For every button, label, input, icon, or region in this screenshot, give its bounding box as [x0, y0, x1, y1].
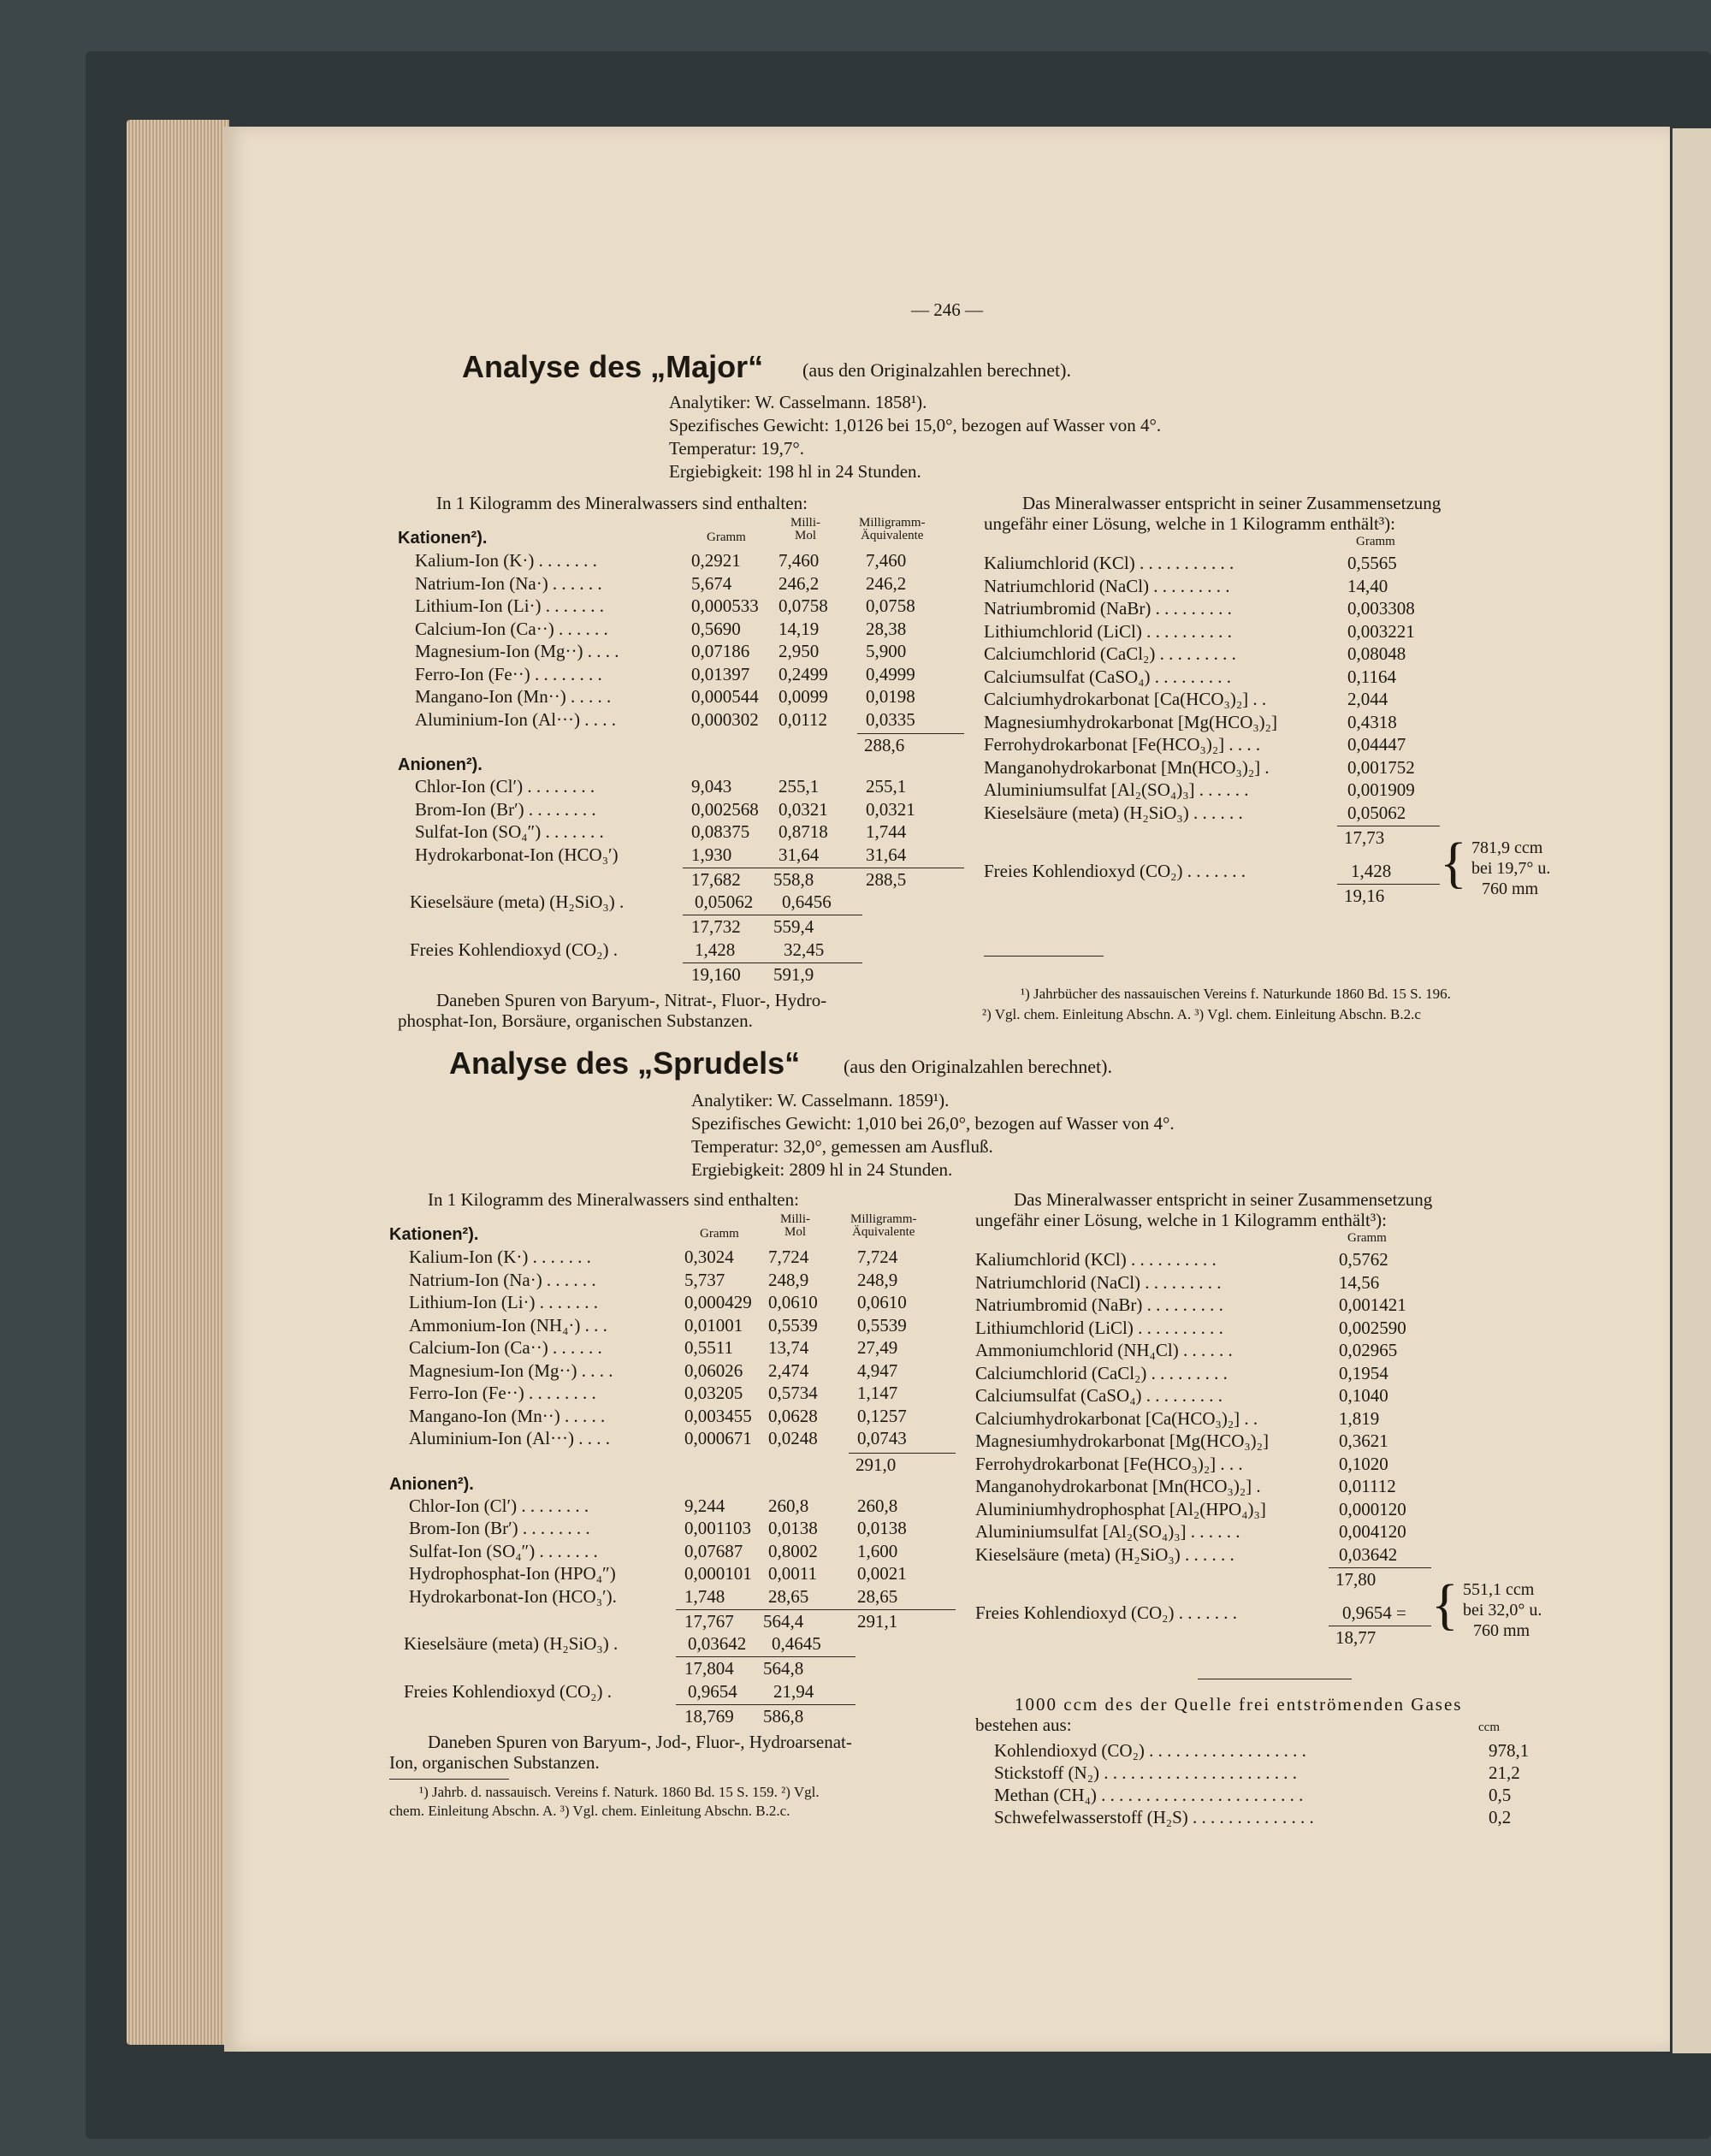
sprudel-kation-mmol: 0,5734 — [768, 1383, 818, 1403]
sprudel-info-line: Ergiebigkeit: 2809 hl in 24 Stunden. — [691, 1159, 953, 1180]
major-kation-name: Magnesium-Ion (Mg··) . . . . — [415, 641, 619, 661]
sprudel-daneben-line: Daneben Spuren von Baryum-, Jod-, Fluor-, Hydroarsenat- — [428, 1732, 852, 1752]
major-title: Analyse des „Major“ — [462, 349, 764, 384]
major-right-co2-name: Freies Kohlendioxyd (CO₂) . . . . . . . — [984, 861, 1246, 881]
sprudel-salt-gramm: 0,1040 — [1339, 1385, 1388, 1406]
sprudel-kation-mmol: 0,0610 — [768, 1292, 818, 1312]
sprudel-intro: In 1 Kilogramm des Mineralwassers sind enthalten: — [428, 1189, 799, 1210]
major-col-mval: Milligramm- Äquivalente — [859, 516, 926, 542]
major-salt-name: Calciumchlorid (CaCl₂) . . . . . . . . . — [984, 643, 1236, 664]
major-kation-gramm: 0,000533 — [691, 595, 759, 616]
sprudel-kationen-label: Kationen²). — [389, 1225, 479, 1244]
sprudel-info-line: Analytiker: W. Casselmann. 1859¹). — [691, 1090, 950, 1111]
sprudel-kation-gramm: 0,3024 — [684, 1247, 734, 1267]
sprudel-brace-line: bei 32,0° u. — [1463, 1601, 1542, 1620]
major-kation-gramm: 0,01397 — [691, 663, 750, 684]
major-kation-name: Ferro-Ion (Fe··) . . . . . . . . — [415, 663, 602, 684]
sprudel-kation-mval: 1,147 — [857, 1383, 898, 1403]
major-kation-mval: 28,38 — [866, 618, 907, 639]
major-co2-name: Freies Kohlendioxyd (CO₂) . — [410, 939, 618, 960]
major-anion-mmol: 0,8718 — [779, 821, 828, 842]
major-co2-mmol: 32,45 — [784, 939, 825, 960]
major-footnote-rule — [984, 956, 1104, 957]
major-kation-gramm: 0,000302 — [691, 708, 759, 730]
major-anion-mmol: 0,0321 — [779, 798, 828, 820]
sprudel-anion-name: Hydrophosphat-Ion (HPO₄″) — [409, 1563, 616, 1584]
sprudel-co2-name: Freies Kohlendioxyd (CO₂) . — [404, 1681, 612, 1702]
sprudel-kationen-rule — [849, 1453, 956, 1454]
sprudel-anion-mval: 0,0138 — [857, 1518, 907, 1538]
major-salt-name: Natriumbromid (NaBr) . . . . . . . . . — [984, 598, 1232, 619]
sprudel-right-col-gramm: Gramm — [1347, 1231, 1387, 1245]
sprudel-salt-name: Manganohydrokarbonat [Mn(HCO₃)₂] . — [975, 1476, 1261, 1496]
major-kation-name: Calcium-Ion (Ca··) . . . . . . — [415, 618, 608, 639]
major-kation-gramm: 5,674 — [691, 572, 732, 594]
major-salt-name: Aluminiumsulfat [Al₂(SO₄)₃] . . . . . . — [984, 779, 1249, 800]
sprudel-salt-gramm: 1,819 — [1339, 1407, 1380, 1429]
sprudel-gas-value: 21,2 — [1489, 1762, 1520, 1783]
major-sum3-rule — [683, 962, 862, 963]
sprudel-kation-mval: 0,5539 — [857, 1314, 907, 1336]
sprudel-kation-name: Lithium-Ion (Li·) . . . . . . . — [409, 1292, 599, 1312]
major-salt-gramm: 0,08048 — [1347, 643, 1406, 664]
major-kation-mmol: 0,0112 — [779, 708, 827, 730]
major-salt-gramm: 0,003221 — [1347, 620, 1415, 642]
sprudel-anion-mval: 1,600 — [857, 1540, 898, 1561]
sprudel-salt-name: Aluminiumhydrophosphat [Al₂(HPO₄)₃] — [975, 1498, 1266, 1519]
major-right-intro-line: Das Mineralwasser entspricht in seiner Zusammensetzung — [1022, 493, 1442, 513]
sprudel-salt-gramm: 0,3621 — [1339, 1430, 1388, 1451]
major-anion-gramm: 1,930 — [691, 844, 732, 865]
sprudel-anion-mmol: 0,8002 — [768, 1540, 818, 1561]
major-right-co2-gramm: 1,428 — [1351, 861, 1392, 881]
major-kation-mval: 0,4999 — [866, 663, 915, 684]
major-brace: { — [1440, 832, 1467, 894]
sprudel-salt-gramm: 0,1954 — [1339, 1362, 1388, 1383]
major-salt-gramm: 0,001752 — [1347, 756, 1415, 778]
sprudel-sum1-rule — [676, 1609, 956, 1610]
sprudel-gas-value: 0,2 — [1489, 1807, 1512, 1827]
major-salt-gramm: 14,40 — [1347, 575, 1388, 596]
major-kation-mmol: 0,0099 — [779, 686, 828, 707]
facing-page-edge — [1673, 128, 1711, 2053]
sprudel-salt-name: Calciumsulfat (CaSO₄) . . . . . . . . . — [975, 1385, 1223, 1406]
major-anion-mval: 1,744 — [866, 821, 907, 842]
sprudel-salt-gramm: 14,56 — [1339, 1271, 1380, 1293]
sprudel-kation-gramm: 0,5511 — [684, 1337, 733, 1358]
major-info-line: Temperatur: 19,7°. — [669, 438, 804, 459]
major-anion-mval: 255,1 — [866, 776, 907, 797]
sprudel-anion-mmol: 260,8 — [768, 1495, 809, 1516]
major-co2-gramm: 1,428 — [695, 939, 736, 960]
sprudel-daneben-line: Ion, organischen Substanzen. — [389, 1752, 600, 1773]
sprudel-kation-gramm: 0,06026 — [684, 1359, 743, 1381]
sprudel-sum1-gramm: 17,767 — [684, 1611, 734, 1632]
major-info-line: Spezifisches Gewicht: 1,0126 bei 15,0°, bezogen auf Wasser von 4°. — [669, 415, 1162, 435]
major-right-col-gramm: Gramm — [1356, 535, 1395, 548]
major-salt-name: Calciumhydrokarbonat [Ca(HCO₃)₂] . . — [984, 689, 1267, 709]
sprudel-salt-name: Natriumchlorid (NaCl) . . . . . . . . . — [975, 1271, 1222, 1293]
sprudel-anion-gramm: 9,244 — [684, 1495, 725, 1516]
major-sum3-gramm: 19,160 — [691, 964, 741, 985]
sprudel-footnote-rule — [389, 1779, 509, 1780]
sprudel-kation-name: Natrium-Ion (Na·) . . . . . . — [409, 1269, 596, 1290]
major-right-total: 19,16 — [1344, 886, 1385, 906]
sprudel-kation-name: Magnesium-Ion (Mg··) . . . . — [409, 1359, 613, 1381]
sprudel-anion-name: Chlor-Ion (Cl′) . . . . . . . . — [409, 1495, 589, 1516]
major-kation-mval: 7,460 — [866, 550, 907, 571]
major-anion-gramm: 0,002568 — [691, 798, 759, 820]
major-anionen-label: Anionen²). — [398, 755, 483, 774]
major-kation-mval: 0,0198 — [866, 686, 915, 707]
major-sum1-gramm: 17,682 — [691, 869, 741, 890]
major-kation-mval: 0,0758 — [866, 595, 915, 616]
major-salt-gramm: 0,04447 — [1347, 734, 1406, 755]
sprudel-anion-name: Hydrokarbonat-Ion (HCO₃′). — [409, 1585, 617, 1607]
major-anion-mmol: 255,1 — [779, 776, 820, 797]
sprudel-salt-name: Ferrohydrokarbonat [Fe(HCO₃)₂] . . . — [975, 1453, 1243, 1474]
major-salt-name: Kieselsäure (meta) (H₂SiO₃) . . . . . . — [984, 802, 1243, 823]
sprudel-salt-name: Lithiumchlorid (LiCl) . . . . . . . . . . — [975, 1317, 1223, 1338]
major-kation-gramm: 0,000544 — [691, 686, 759, 707]
sprudel-gas-intro-line: 1000 ccm des der Quelle frei entströmenden Gases — [1015, 1694, 1463, 1715]
sprudel-kation-name: Calcium-Ion (Ca··) . . . . . . — [409, 1337, 602, 1358]
sprudel-salt-gramm: 0,002590 — [1339, 1317, 1406, 1338]
sprudel-right-intro-line: Das Mineralwasser entspricht in seiner Zusammensetzung — [1014, 1189, 1433, 1210]
sprudel-gas-name: Schwefelwasserstoff (H₂S) . . . . . . . . . . . . . . — [994, 1807, 1314, 1827]
major-sum1-mmol: 558,8 — [773, 869, 814, 890]
sprudel-salt-name: Ammoniumchlorid (NH₄Cl) . . . . . . — [975, 1340, 1233, 1360]
sprudel-sum2-rule — [676, 1656, 856, 1657]
major-kation-mval: 246,2 — [866, 572, 907, 594]
major-salt-name: Kaliumchlorid (KCl) . . . . . . . . . . . — [984, 553, 1234, 573]
sprudel-salt-gramm: 0,01112 — [1339, 1476, 1396, 1496]
sprudel-anion-mmol: 28,65 — [768, 1585, 809, 1607]
major-daneben-line: phosphat-Ion, Borsäure, organischen Substanzen. — [398, 1010, 753, 1031]
major-kation-mmol: 2,950 — [779, 641, 820, 661]
sprudel-anion-mval: 0,0021 — [857, 1563, 907, 1584]
major-kation-mmol: 0,2499 — [779, 663, 828, 684]
sprudel-salt-name: Calciumchlorid (CaCl₂) . . . . . . . . . — [975, 1362, 1228, 1383]
sprudel-kation-name: Aluminium-Ion (Al···) . . . . — [409, 1428, 611, 1448]
sprudel-anion-mval: 28,65 — [857, 1585, 898, 1607]
sprudel-right-co2-gramm: 0,9654 = — [1342, 1602, 1406, 1623]
major-salt-gramm: 0,4318 — [1347, 711, 1397, 732]
major-sum1-mval: 288,5 — [866, 869, 907, 890]
major-anion-gramm: 0,08375 — [691, 821, 750, 842]
major-info-line: Ergiebigkeit: 198 hl in 24 Stunden. — [669, 461, 921, 482]
sprudel-brace-line: 760 mm — [1473, 1621, 1530, 1640]
major-kiesel-gramm: 0,05062 — [695, 891, 754, 912]
major-salt-gramm: 0,5565 — [1347, 553, 1397, 573]
sprudel-salts-sum: 17,80 — [1335, 1569, 1376, 1590]
sprudel-kation-gramm: 0,01001 — [684, 1314, 743, 1336]
major-kationen-sum: 288,6 — [864, 735, 905, 755]
major-anion-name: Sulfat-Ion (SO₄″) . . . . . . . — [415, 821, 604, 842]
sprudel-gas-name: Methan (CH₄) . . . . . . . . . . . . . . . . . . . . . . . — [994, 1785, 1304, 1805]
sprudel-salt-gramm: 0,02965 — [1339, 1340, 1398, 1360]
sprudel-sum1-mval: 291,1 — [857, 1611, 898, 1632]
major-kation-mval: 0,0335 — [866, 708, 915, 730]
sprudel-salt-name: Kieselsäure (meta) (H₂SiO₃) . . . . . . — [975, 1543, 1234, 1565]
sprudel-kation-gramm: 0,000671 — [684, 1428, 752, 1448]
major-kation-mval: 5,900 — [866, 641, 907, 661]
sprudel-sum1-mmol: 564,4 — [763, 1611, 804, 1632]
page-edges — [127, 120, 229, 2045]
sprudel-gas-value: 0,5 — [1489, 1785, 1512, 1805]
sprudel-salt-gramm: 0,5762 — [1339, 1249, 1388, 1270]
major-kation-name: Lithium-Ion (Li·) . . . . . . . — [415, 595, 605, 616]
sprudel-kation-name: Ammonium-Ion (NH₄·) . . . — [409, 1314, 607, 1336]
sprudel-kiesel-gramm: 0,03642 — [688, 1633, 747, 1654]
sprudel-kation-mmol: 0,5539 — [768, 1314, 818, 1336]
sprudel-kation-mval: 27,49 — [857, 1337, 898, 1358]
sprudel-kation-mmol: 248,9 — [768, 1269, 809, 1290]
major-kationen-label: Kationen²). — [398, 529, 488, 548]
sprudel-anion-name: Brom-Ion (Br′) . . . . . . . . — [409, 1518, 590, 1538]
major-col-mmol: Milli- Mol — [790, 516, 821, 542]
major-kationen-rule — [857, 733, 964, 734]
major-anion-mmol: 31,64 — [779, 844, 820, 865]
sprudel-footnote: chem. Einleitung Abschn. A. ³) Vgl. chem. Einleitung Abschn. B.2.c. — [389, 1803, 790, 1819]
sprudel-anion-mmol: 0,0138 — [768, 1518, 818, 1538]
major-footnote: ²) Vgl. chem. Einleitung Abschn. A. ³) Vgl. chem. Einleitung Abschn. B.2.c — [982, 1006, 1421, 1022]
sprudel-salt-name: Magnesiumhydrokarbonat [Mg(HCO₃)₂] — [975, 1430, 1269, 1451]
major-footnote: ¹) Jahrbücher des nassauischen Vereins f. Naturkunde 1860 Bd. 15 S. 196. — [1021, 986, 1451, 1002]
sprudel-anion-gramm: 0,001103 — [684, 1518, 751, 1538]
major-kation-name: Mangano-Ion (Mn··) . . . . . — [415, 686, 612, 707]
major-anion-mval: 0,0321 — [866, 798, 915, 820]
sprudel-gas-name: Stickstoff (N₂) . . . . . . . . . . . . . . . . . . . . . . — [994, 1762, 1298, 1783]
sprudel-brace: { — [1431, 1573, 1459, 1636]
sprudel-anionen-label: Anionen²). — [389, 1474, 474, 1494]
major-kation-name: Kalium-Ion (K·) . . . . . . . — [415, 550, 597, 571]
sprudel-kation-mval: 248,9 — [857, 1269, 898, 1290]
sprudel-salt-name: Aluminiumsulfat [Al₂(SO₄)₃] . . . . . . — [975, 1521, 1240, 1542]
sprudel-info-line: Temperatur: 32,0°, gemessen am Ausfluß. — [691, 1136, 993, 1157]
sprudel-kation-mval: 7,724 — [857, 1247, 898, 1267]
sprudel-anion-mmol: 0,0011 — [768, 1563, 817, 1584]
major-anion-name: Brom-Ion (Br′) . . . . . . . . — [415, 798, 596, 820]
sprudel-kation-gramm: 0,03205 — [684, 1383, 743, 1403]
sprudel-salt-gramm: 0,000120 — [1339, 1498, 1406, 1519]
sprudel-kation-name: Mangano-Ion (Mn··) . . . . . — [409, 1405, 606, 1426]
sprudel-gas-name: Kohlendioxyd (CO₂) . . . . . . . . . . . . . . . . . . — [994, 1740, 1306, 1761]
sprudel-brace-line: 551,1 ccm — [1463, 1580, 1535, 1599]
sprudel-kation-mmol: 7,724 — [768, 1247, 809, 1267]
sprudel-anion-mval: 260,8 — [857, 1495, 898, 1516]
sprudel-kiesel-mmol: 0,4645 — [772, 1633, 821, 1654]
major-intro: In 1 Kilogramm des Mineralwassers sind enthalten: — [436, 493, 808, 513]
major-salt-gramm: 0,001909 — [1347, 779, 1415, 800]
major-anion-name: Chlor-Ion (Cl′) . . . . . . . . — [415, 776, 595, 797]
major-title-note: (aus den Originalzahlen berechnet). — [802, 359, 1071, 381]
sprudel-salt-gramm: 0,004120 — [1339, 1521, 1406, 1542]
sprudel-anion-gramm: 1,748 — [684, 1585, 725, 1607]
major-salt-gramm: 0,05062 — [1347, 802, 1406, 823]
major-salt-name: Manganohydrokarbonat [Mn(HCO₃)₂] . — [984, 756, 1270, 778]
sprudel-salt-name: Calciumhydrokarbonat [Ca(HCO₃)₂] . . — [975, 1407, 1258, 1429]
sprudel-kation-mmol: 2,474 — [768, 1359, 809, 1381]
major-info-line: Analytiker: W. Casselmann. 1858¹). — [669, 392, 927, 412]
sprudel-kation-name: Kalium-Ion (K·) . . . . . . . — [409, 1247, 591, 1267]
sprudel-kation-mval: 4,947 — [857, 1359, 898, 1381]
sprudel-kation-mval: 0,1257 — [857, 1405, 907, 1426]
sprudel-co2-gramm: 0,9654 — [688, 1681, 737, 1702]
sprudel-col-gramm: Gramm — [700, 1227, 739, 1241]
major-kiesel-mmol: 0,6456 — [782, 891, 832, 912]
sprudel-salt-gramm: 0,1020 — [1339, 1453, 1388, 1474]
page-number: — 246 — — [911, 299, 983, 320]
major-kiesel-name: Kieselsäure (meta) (H₂SiO₃) . — [410, 891, 625, 912]
sprudel-kation-name: Ferro-Ion (Fe··) . . . . . . . . — [409, 1383, 596, 1403]
sprudel-kation-gramm: 0,003455 — [684, 1405, 752, 1426]
major-salt-name: Natriumchlorid (NaCl) . . . . . . . . . — [984, 575, 1230, 596]
major-right-intro-line: ungefähr einer Lösung, welche in 1 Kilogramm enthält³): — [984, 513, 1395, 534]
major-salts-sum: 17,73 — [1344, 827, 1385, 848]
major-right-total-rule — [1337, 884, 1440, 885]
major-salt-name: Magnesiumhydrokarbonat [Mg(HCO₃)₂] — [984, 711, 1277, 732]
major-brace-line: bei 19,7° u. — [1471, 859, 1551, 878]
major-kation-gramm: 0,07186 — [691, 641, 750, 661]
sprudel-kation-mval: 0,0743 — [857, 1428, 907, 1448]
sprudel-kation-mmol: 0,0628 — [768, 1405, 818, 1426]
sprudel-gas-value: 978,1 — [1489, 1740, 1530, 1761]
major-salt-name: Lithiumchlorid (LiCl) . . . . . . . . . . — [984, 620, 1232, 642]
major-kation-mmol: 7,460 — [779, 550, 820, 571]
major-sum2-mmol: 559,4 — [773, 916, 814, 937]
sprudel-salts-rule — [1329, 1567, 1431, 1568]
major-kation-mmol: 246,2 — [779, 572, 820, 594]
sprudel-col-mmol: Milli- Mol — [780, 1212, 811, 1239]
sprudel-right-total: 18,77 — [1335, 1627, 1376, 1648]
major-col-gramm: Gramm — [707, 530, 746, 544]
sprudel-col-mval: Milligramm- Äquivalente — [850, 1212, 917, 1239]
sprudel-kation-gramm: 5,737 — [684, 1269, 725, 1290]
sprudel-salt-gramm: 0,001421 — [1339, 1294, 1406, 1315]
major-brace-line: 781,9 ccm — [1471, 838, 1543, 857]
sprudel-sum3-rule — [676, 1704, 856, 1705]
sprudel-right-intro-line: ungefähr einer Lösung, welche in 1 Kilogramm enthält³): — [975, 1210, 1387, 1230]
sprudel-title: Analyse des „Sprudels“ — [449, 1045, 801, 1081]
sprudel-footnote: ¹) Jahrb. d. nassauisch. Vereins f. Naturk. 1860 Bd. 15 S. 159. ²) Vgl. — [419, 1784, 820, 1800]
major-kation-name: Natrium-Ion (Na·) . . . . . . — [415, 572, 602, 594]
sprudel-salt-gramm: 0,03642 — [1339, 1543, 1398, 1565]
major-salt-name: Ferrohydrokarbonat [Fe(HCO₃)₂] . . . . — [984, 734, 1261, 755]
major-sum3-mmol: 591,9 — [773, 964, 814, 985]
sprudel-kation-mmol: 0,0248 — [768, 1428, 818, 1448]
sprudel-sum2-mmol: 564,8 — [763, 1658, 804, 1679]
sprudel-salt-name: Kaliumchlorid (KCl) . . . . . . . . . . — [975, 1249, 1217, 1270]
sprudel-sum2-gramm: 17,804 — [684, 1658, 734, 1679]
sprudel-gas-intro-line: bestehen aus: — [975, 1715, 1072, 1735]
sprudel-sum3-mmol: 586,8 — [763, 1706, 804, 1727]
sprudel-info-line: Spezifisches Gewicht: 1,010 bei 26,0°, bezogen auf Wasser von 4°. — [691, 1113, 1175, 1134]
major-kation-gramm: 0,2921 — [691, 550, 741, 571]
sprudel-kiesel-name: Kieselsäure (meta) (H₂SiO₃) . — [404, 1633, 619, 1654]
sprudel-anion-gramm: 0,07687 — [684, 1540, 743, 1561]
sprudel-gas-col: ccm — [1478, 1721, 1500, 1734]
sprudel-anion-name: Sulfat-Ion (SO₄″) . . . . . . . — [409, 1540, 598, 1561]
sprudel-kation-mval: 0,0610 — [857, 1292, 907, 1312]
major-kation-gramm: 0,5690 — [691, 618, 741, 639]
major-kation-mmol: 0,0758 — [779, 595, 828, 616]
sprudel-salt-name: Natriumbromid (NaBr) . . . . . . . . . — [975, 1294, 1223, 1315]
major-brace-line: 760 mm — [1482, 880, 1539, 898]
major-anion-mval: 31,64 — [866, 844, 907, 865]
major-salt-gramm: 2,044 — [1347, 689, 1388, 709]
sprudel-anion-gramm: 0,000101 — [684, 1563, 752, 1584]
sprudel-kation-gramm: 0,000429 — [684, 1292, 752, 1312]
sprudel-title-note: (aus den Originalzahlen berechnet). — [844, 1056, 1112, 1077]
sprudel-sum3-gramm: 18,769 — [684, 1706, 734, 1727]
major-salt-gramm: 0,1164 — [1347, 666, 1396, 687]
sprudel-co2-mmol: 21,94 — [773, 1681, 814, 1702]
major-salt-gramm: 0,003308 — [1347, 598, 1415, 619]
sprudel-right-co2-name: Freies Kohlendioxyd (CO₂) . . . . . . . — [975, 1602, 1237, 1623]
major-kation-name: Aluminium-Ion (Al···) . . . . — [415, 708, 617, 730]
major-anion-gramm: 9,043 — [691, 776, 732, 797]
sprudel-kationen-sum: 291,0 — [856, 1454, 897, 1475]
major-kation-mmol: 14,19 — [779, 618, 820, 639]
major-daneben-line: Daneben Spuren von Baryum-, Nitrat-, Fluor-, Hydro- — [436, 990, 827, 1010]
sprudel-kation-mmol: 13,74 — [768, 1337, 809, 1358]
major-sum2-gramm: 17,732 — [691, 916, 741, 937]
major-anion-name: Hydrokarbonat-Ion (HCO₃′) — [415, 844, 619, 865]
major-salt-name: Calciumsulfat (CaSO₄) . . . . . . . . . — [984, 666, 1232, 687]
